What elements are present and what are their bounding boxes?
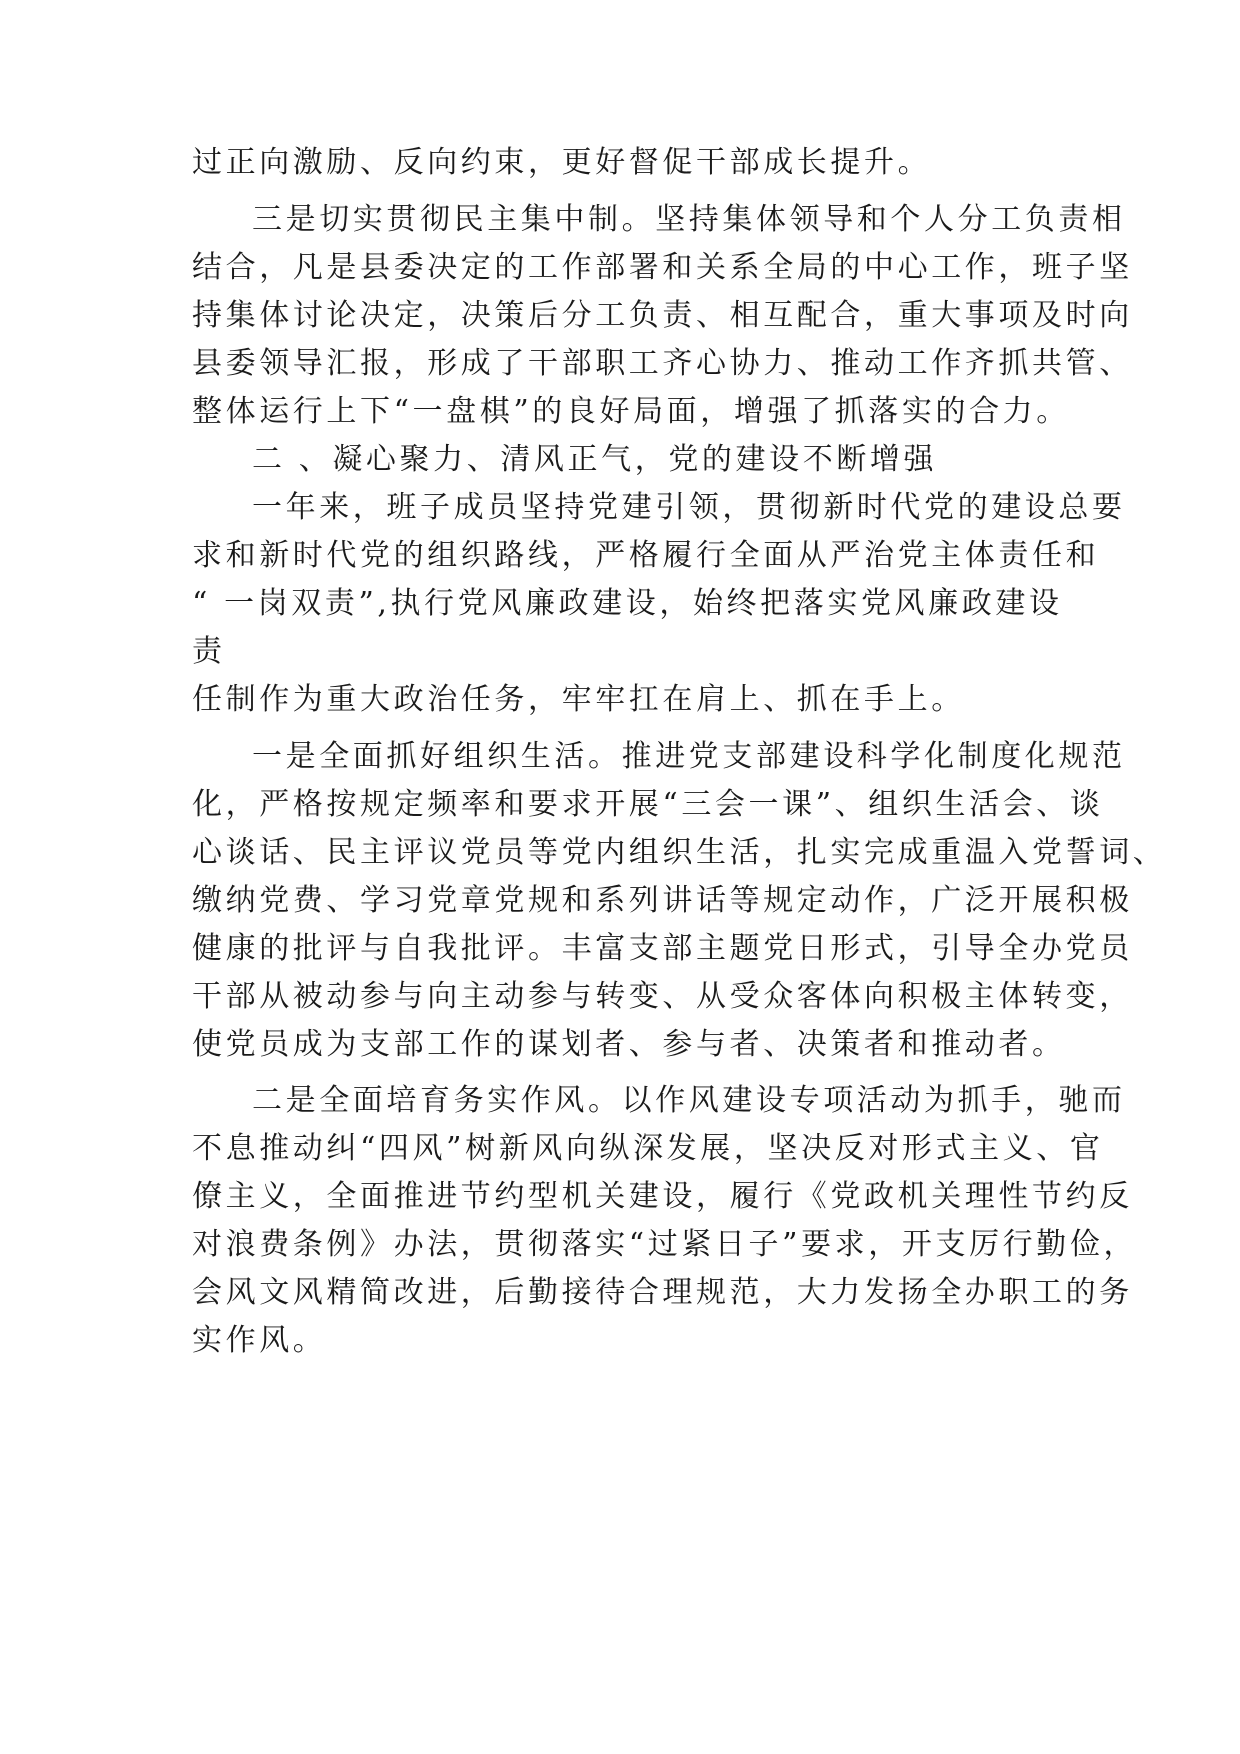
paragraph-line: 一是全面抓好组织生活。推进党支部建设科学化制度化规范 bbox=[252, 739, 1126, 774]
paragraph-line: 任制作为重大政治任务，牢牢扛在肩上、抓在手上。 bbox=[192, 682, 965, 717]
paragraph-line: 过正向激励、反向约束，更好督促干部成长提升。 bbox=[192, 145, 932, 180]
paragraph-line: 化，严格按规定频率和要求开展“三会一课”、组织生活会、谈 bbox=[192, 787, 1104, 822]
paragraph-line: 结合，凡是县委决定的工作部署和关系全局的中心工作，班子坚 bbox=[192, 250, 1133, 285]
paragraph-line: 僚主义，全面推进节约型机关建设，履行《党政机关理性节约反 bbox=[192, 1179, 1133, 1214]
paragraph-line: 求和新时代党的组织路线，严格履行全面从严治党主体责任和 bbox=[192, 538, 1100, 573]
paragraph-line: 对浪费条例》办法，贯彻落实“过紧日子”要求，开支厉行勤俭， bbox=[192, 1227, 1138, 1262]
paragraph-line: “ 一岗双责”,执行党风廉政建设，始终把落实党风廉政建设 bbox=[192, 586, 1063, 621]
paragraph-line: 持集体讨论决定，决策后分工负责、相互配合，重大事项及时向 bbox=[192, 298, 1133, 333]
paragraph-line: 一年来，班子成员坚持党建引领，贯彻新时代党的建设总要 bbox=[252, 490, 1126, 525]
paragraph-line: 缴纳党费、学习党章党规和系列讲话等规定动作，广泛开展积极 bbox=[192, 883, 1133, 918]
paragraph-line: 责 bbox=[192, 634, 226, 669]
paragraph-line: 健康的批评与自我批评。丰富支部主题党日形式，引导全办党员 bbox=[192, 931, 1133, 966]
paragraph-line: 干部从被动参与向主动参与转变、从受众客体向积极主体转变， bbox=[192, 979, 1133, 1014]
paragraph-line: 三是切实贯彻民主集中制。坚持集体领导和个人分工负责相 bbox=[252, 202, 1126, 237]
paragraph-line: 整体运行上下“一盘棋”的良好局面，增强了抓落实的合力。 bbox=[192, 394, 1070, 429]
paragraph-line: 使党员成为支部工作的谋划者、参与者、决策者和推动者。 bbox=[192, 1027, 1066, 1062]
paragraph-line: 会风文风精简改进，后勤接待合理规范，大力发扬全办职工的务 bbox=[192, 1275, 1133, 1310]
paragraph-line: 二是全面培育务实作风。以作风建设专项活动为抓手，驰而 bbox=[252, 1083, 1126, 1118]
paragraph-line: 实作风。 bbox=[192, 1323, 327, 1358]
paragraph-line: 不息推动纠“四风”树新风向纵深发展，坚决反对形式主义、官 bbox=[192, 1131, 1104, 1166]
section-heading: 二 、凝心聚力、清风正气，党的建设不断增强 bbox=[252, 442, 938, 477]
paragraph-line: 心谈话、民主评议党员等党内组织生活，扎实完成重温入党誓词、 bbox=[192, 835, 1167, 870]
paragraph-line: 县委领导汇报，形成了干部职工齐心协力、推动工作齐抓共管、 bbox=[192, 346, 1133, 381]
